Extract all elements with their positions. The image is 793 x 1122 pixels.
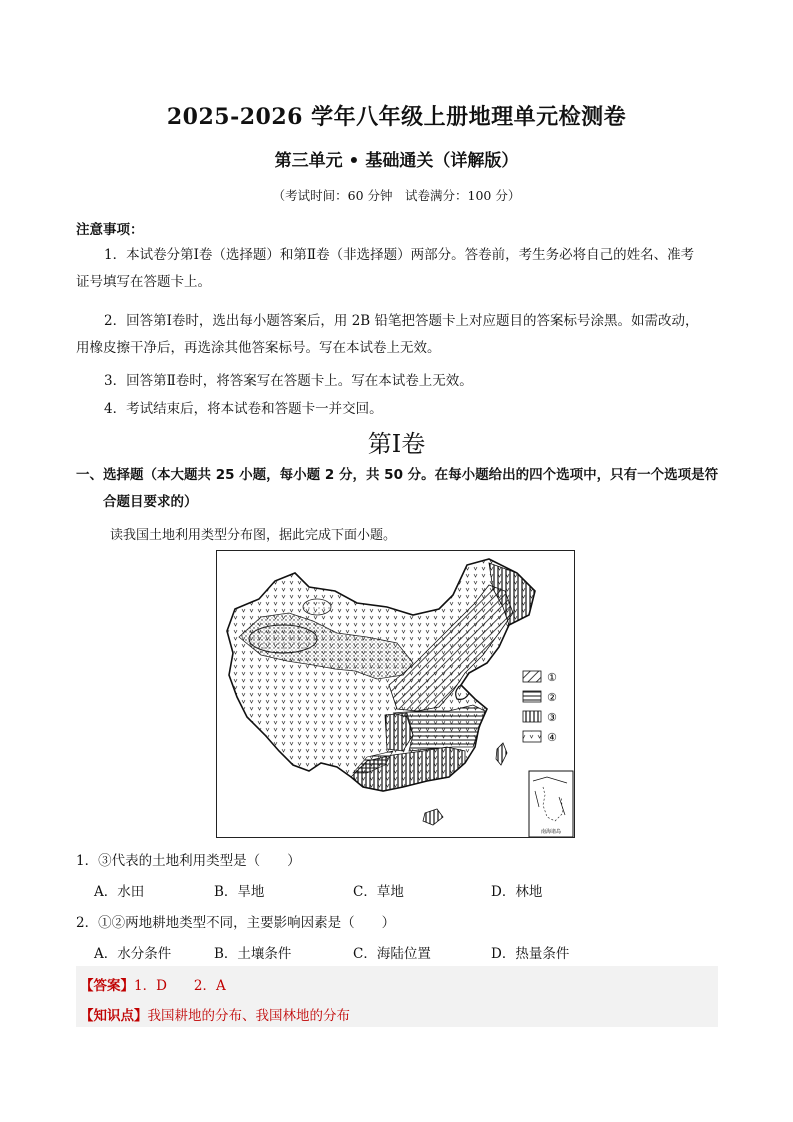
- q1-option-c[interactable]: C．草地: [353, 884, 404, 900]
- legend-label-4: ④: [547, 731, 557, 744]
- answer-box: [76, 966, 718, 1027]
- volume-title: 第Ⅰ卷: [367, 430, 426, 458]
- notes-heading: 注意事项：: [76, 222, 144, 238]
- question-1-stem: 1．③代表的土地利用类型是（ ）: [76, 853, 301, 869]
- answer-text: 1．D 2．A: [134, 978, 226, 994]
- island-taiwan: [496, 743, 507, 765]
- q2-option-c[interactable]: C．海陆位置: [353, 946, 431, 962]
- map-legend: [523, 671, 557, 744]
- legend-label-2: ②: [547, 691, 557, 704]
- q2-option-a[interactable]: A．水分条件: [94, 946, 172, 962]
- paper-subtitle: 第三单元 • 基础通关（详解版）: [274, 151, 519, 171]
- island-hainan: [423, 809, 443, 825]
- exam-time-info: （考试时间：60 分钟 试卷满分：100 分）: [272, 188, 521, 203]
- note-item-1: 1．本试卷分第Ⅰ卷（选择题）和第Ⅱ卷（非选择题）两部分。答卷前，考生务必将自己的姓名、准考 证号填写在答题卡上。: [76, 247, 695, 290]
- section-heading: 一、选择题（本大题共 25 小题，每小题 2 分，共 50 分。在每小题给出的四个选项中，只有一个选项是符 合题目要求的）: [76, 467, 719, 510]
- china-land-use-map-graphic: [217, 551, 574, 837]
- land-use-map: [216, 550, 575, 838]
- legend-label-1: ①: [547, 671, 557, 684]
- question-intro: 读我国土地利用类型分布图，据此完成下面小题。: [110, 528, 397, 543]
- note-item-3: 3．回答第Ⅱ卷时，将答案写在答题卡上。写在本试卷上无效。: [104, 373, 473, 389]
- paper-title: 2025-2026 学年八年级上册地理单元检测卷: [166, 104, 627, 130]
- south-sea-inset: [529, 771, 573, 837]
- legend-label-3: ③: [547, 711, 557, 724]
- knowledge-point-text: 我国耕地的分布、我国林地的分布: [147, 1008, 350, 1024]
- knowledge-point-line: [80, 1004, 350, 1024]
- inset-label: 南海诸岛: [540, 829, 562, 835]
- question-2-stem: 2．①②两地耕地类型不同，主要影响因素是（ ）: [76, 915, 396, 931]
- q2-option-d[interactable]: D．热量条件: [491, 946, 570, 962]
- note-item-2: 2．回答第Ⅰ卷时，选出每小题答案后，用 2B 铅笔把答题卡上对应题目的答案标号涂黑。如需改动， 用橡皮擦干净后，再选涂其他答案标号。写在本试卷上无效。: [76, 313, 699, 356]
- answer-label: 【答案】: [80, 978, 134, 994]
- q1-option-b[interactable]: B．旱地: [214, 884, 265, 900]
- q1-option-d[interactable]: D．林地: [491, 884, 543, 900]
- knowledge-point-label: 【知识点】: [80, 1008, 148, 1024]
- q2-option-b[interactable]: B．土壤条件: [214, 946, 292, 962]
- answer-line: [80, 974, 226, 994]
- q1-option-a[interactable]: A．水田: [94, 884, 145, 900]
- note-item-4: 4．考试结束后，将本试卷和答题卡一并交回。: [104, 401, 383, 417]
